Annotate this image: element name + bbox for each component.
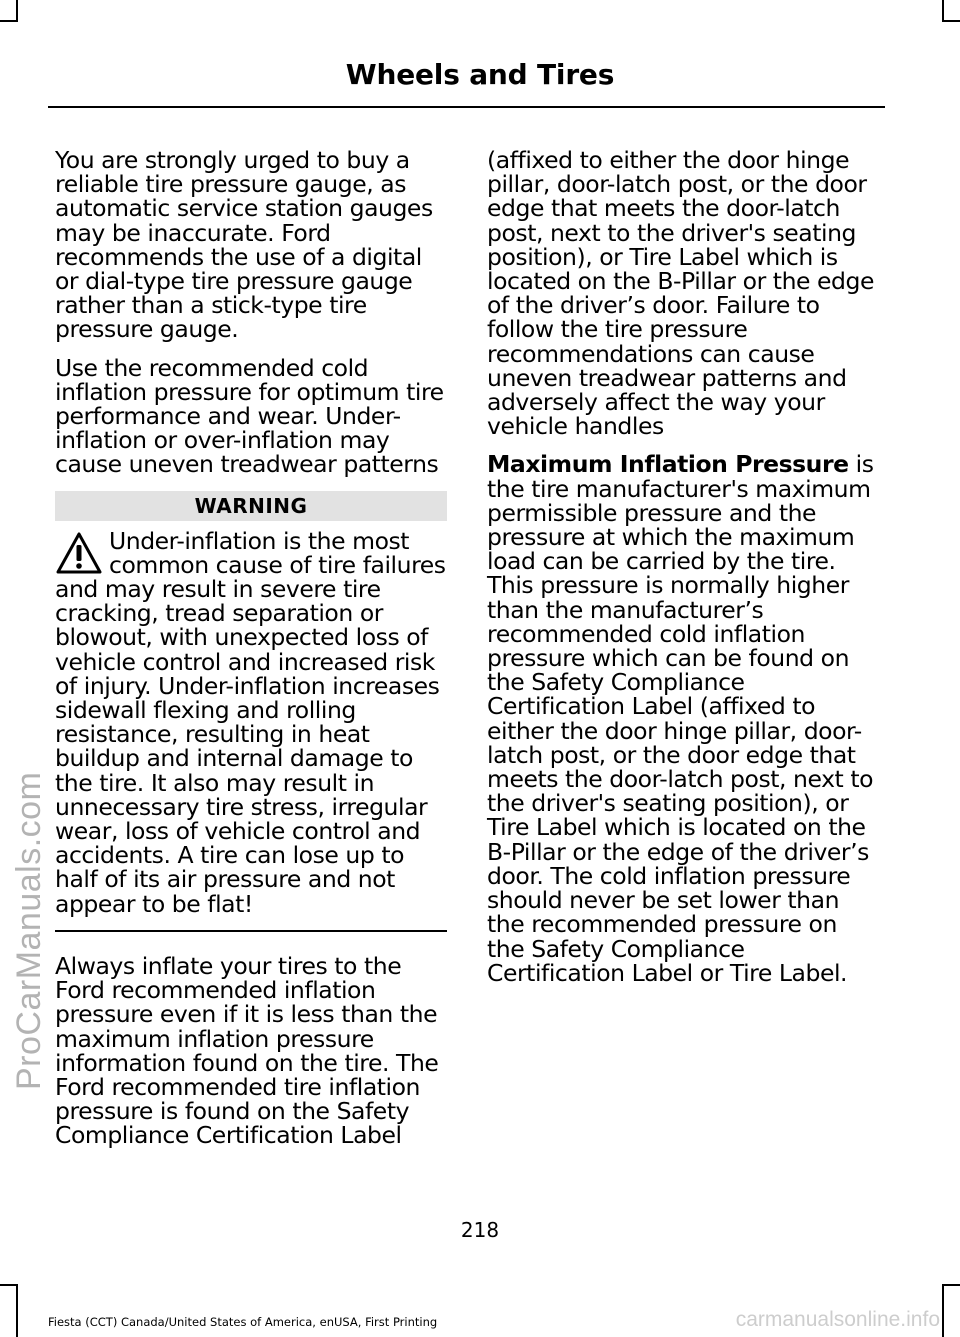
warning-divider: [55, 930, 447, 932]
header-divider: [48, 106, 885, 108]
side-watermark: ProCarManuals.com: [10, 771, 48, 1090]
crop-mark: [944, 1284, 960, 1286]
warning-heading: WARNING: [55, 491, 447, 521]
label-location-paragraph: (affixed to either the door hinge pillar, door-latch post, or the door edge that meets the door-latch post, next to the driver's seating position), or Tire Label which is located on the B-Pillar or the edge of the driver’s door. Failure to follow the tire pressure recommendations can cause uneven treadwear patterns and adversely affect the way your vehicle handles: [487, 146, 874, 441]
warning-text: Under-inflation is the most common cause of tire failures and may result in severe tire cracking, tread separation or blowout, with unexpected loss of vehicle control and increased risk of injury. Under-inflation increases sidewall flexing and rolling resistance, resulting in heat buildup and internal damage to the tire. It also may result in unnecessary tire stress, irregular wear, loss of vehicle control and accidents. A tire can lose up to half of its air pressure and not appear to be flat!: [55, 526, 446, 918]
crop-mark: [942, 1284, 944, 1337]
crop-mark: [944, 20, 960, 22]
crop-mark: [16, 0, 18, 22]
page-number: 218: [460, 1218, 500, 1242]
crop-mark: [0, 20, 16, 22]
crop-mark: [942, 0, 944, 22]
crop-mark: [16, 1284, 18, 1337]
right-column: [487, 148, 881, 999]
warning-box: [55, 526, 447, 918]
ford-recommended-pressure-paragraph: Always inflate your tires to the Ford recommended inflation pressure even if it is less than the maximum inflation pressure information found on the tire. The Ford recommended tire inflation pressure is found on the Safety Compliance Certification Label: [55, 951, 439, 1150]
page-title: Wheels and Tires: [345, 58, 615, 91]
gauge-recommendation-paragraph: You are strongly urged to buy a reliable tire pressure gauge, as automatic service station gauges may be inaccurate. Ford recommends the use of a digital or dial-type tire pressure gauge rather than a stick-type tire pressure gauge.: [55, 146, 433, 344]
maximum-inflation-definition: is the tire manufacturer's maximum permissible pressure and the pressure at which the maximum load can be carried by the tire. This pressure is normally higher than the manufacturer’s recommended cold inflation pressure which can be found on the Safety Compliance Certification Label (affixed to either the door hinge pillar, door-latch post, or the door edge that meets the door-latch post, next to the driver's seating position), or Tire Label which is located on the B-Pillar or the edge of the driver’s door. The cold inflation pressure should never be set lower than the recommended pressure on the Safety Compliance Certification Label or Tire Label.: [487, 450, 874, 987]
maximum-inflation-term: Maximum Inflation Pressure: [487, 450, 849, 479]
left-column: [55, 148, 447, 1162]
bottom-watermark: carmanualsonline.info: [735, 1308, 940, 1331]
crop-mark: [0, 1284, 16, 1286]
cold-inflation-paragraph: Use the recommended cold inflation pressure for optimum tire performance and wear. Under-inflation or over-inflation may cause uneven treadwear patterns: [55, 353, 444, 479]
maximum-inflation-paragraph: [487, 450, 881, 987]
warning-triangle-icon: [55, 531, 103, 575]
edition-footer: Fiesta (CCT) Canada/United States of America, enUSA, First Printing: [48, 1315, 438, 1329]
